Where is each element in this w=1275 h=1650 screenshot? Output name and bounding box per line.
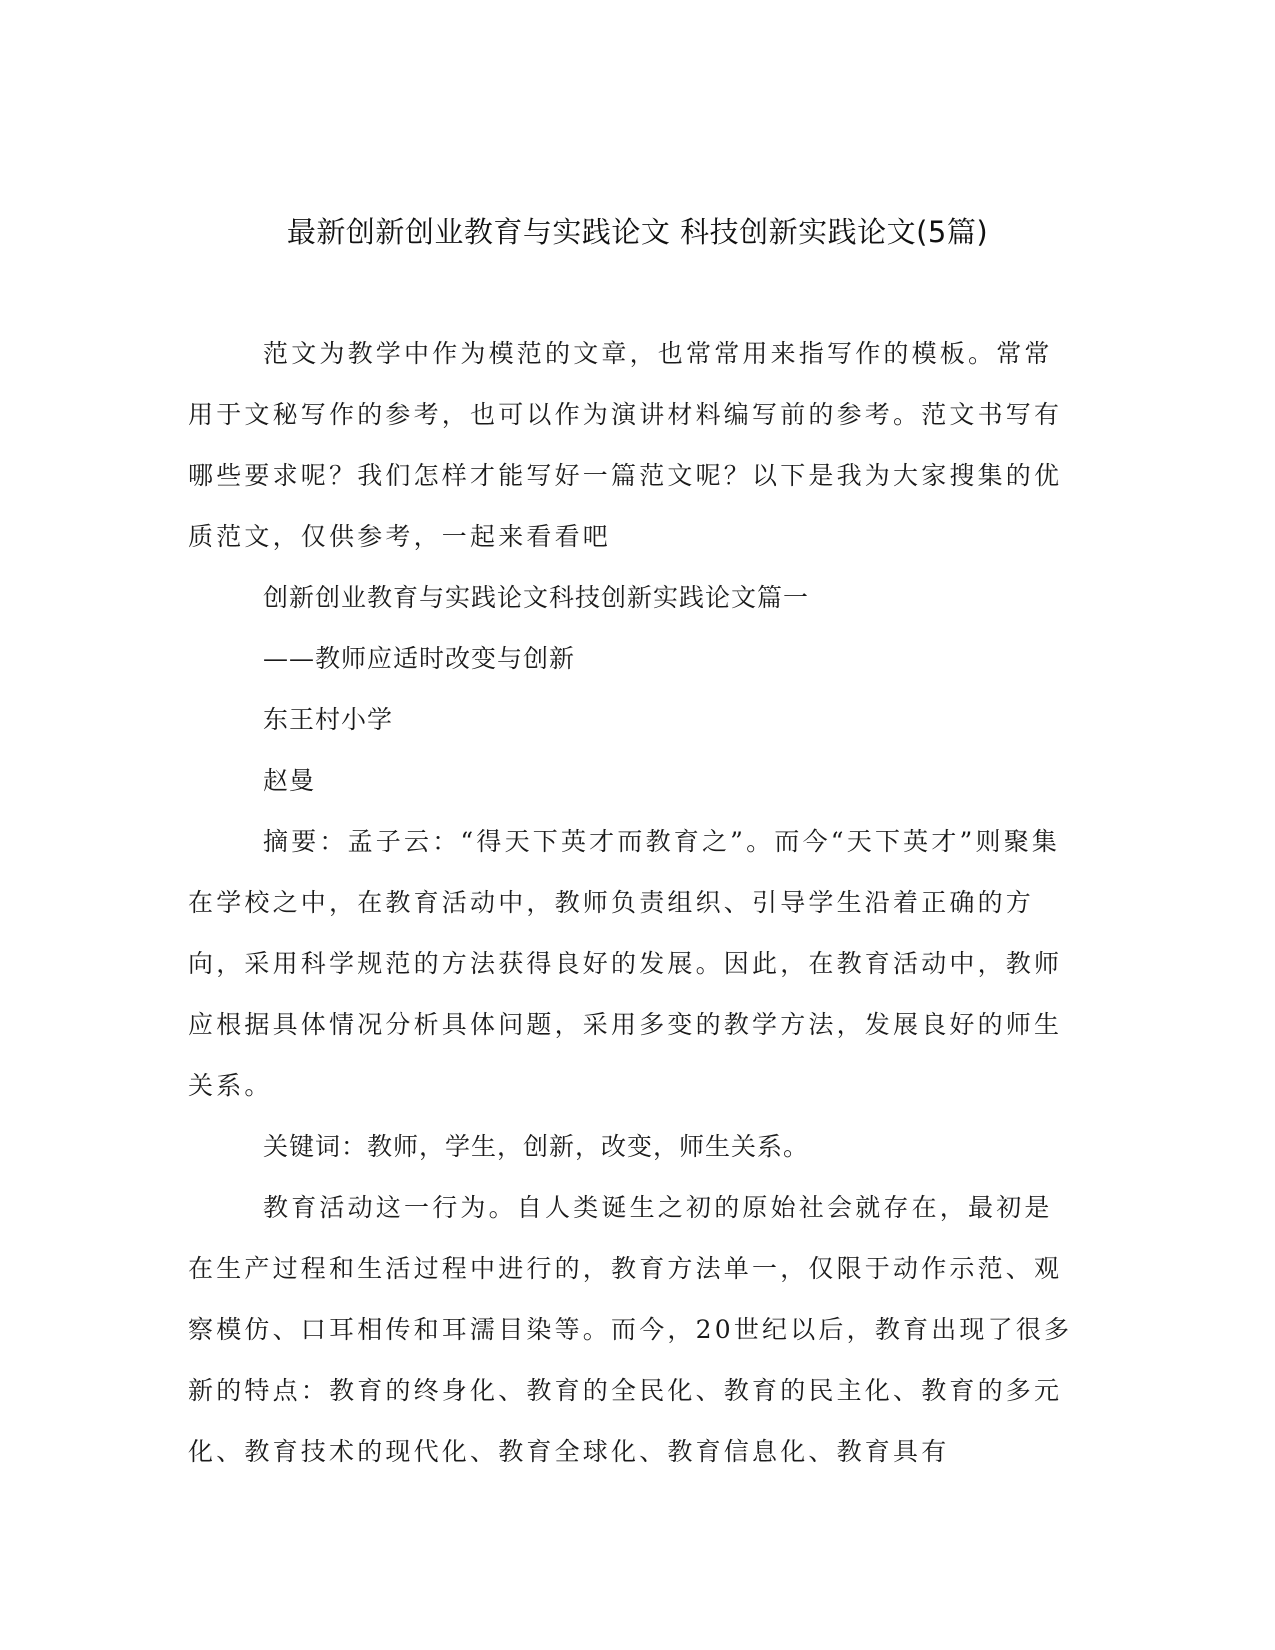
intro-paragraph: 范文为教学中作为模范的文章，也常常用来指写作的模板。常常用于文秘写作的参考，也可以作为演讲材料编写前的参考。范文书写有哪些要求呢？我们怎样才能写好一篇范文呢？以下是我为大家搜集的优质范文，仅供参考，一起来看看吧 xyxy=(188,339,1063,551)
subtitle: ——教师应适时改变与创新 xyxy=(263,644,576,673)
author-name: 赵曼 xyxy=(263,766,316,795)
body-paragraph: 教育活动这一行为。自人类诞生之初的原始社会就存在，最初是在生产过程和生活过程中进行的，教育方法单一，仅限于动作示范、观察模仿、口耳相传和耳濡目染等。而今，20世纪以后，教育出现了很多新的特点：教育的终身化、教育的全民化、教育的民主化、教育的多元化、教育技术的现代化、教育全球化、教育信息化、教育具有 xyxy=(188,1193,1073,1466)
abstract-paragraph: 摘要：孟子云：“得天下英才而教育之”。而今“天下英才”则聚集在学校之中，在教育活动中，教师负责组织、引导学生沿着正确的方向，采用科学规范的方法获得良好的发展。因此，在教育活动中，教师应根据具体情况分析具体问题，采用多变的教学方法，发展良好的师生关系。 xyxy=(188,827,1063,1100)
school-name: 东王村小学 xyxy=(263,705,394,734)
document-body xyxy=(188,323,1078,1482)
document-title: 最新创新创业教育与实践论文 科技创新实践论文(5篇) xyxy=(286,215,989,249)
section-heading: 创新创业教育与实践论文科技创新实践论文篇一 xyxy=(263,583,810,612)
keywords-paragraph: 关键词：教师，学生，创新，改变，师生关系。 xyxy=(263,1132,810,1161)
